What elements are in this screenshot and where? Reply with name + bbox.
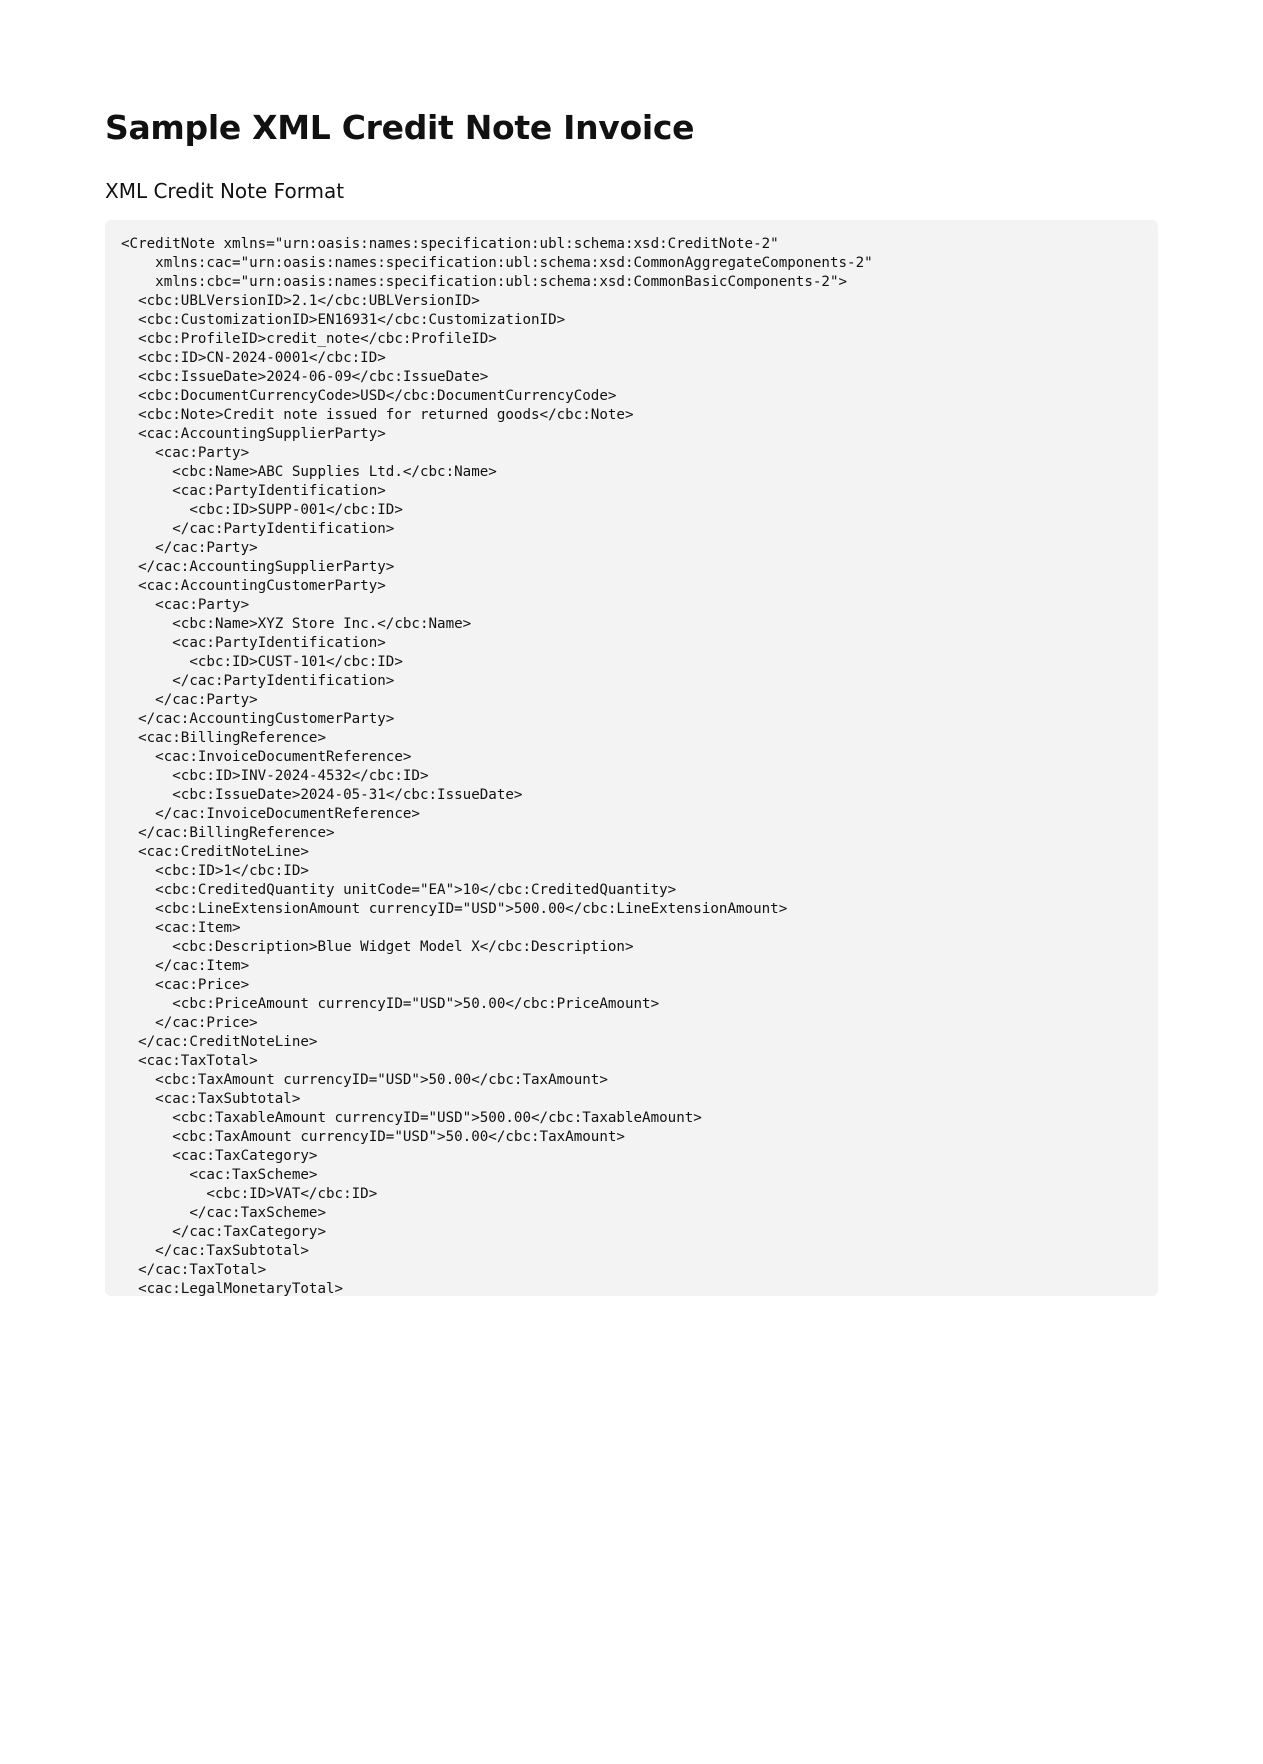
- document-page: [105, 108, 1158, 1296]
- page-title: Sample XML Credit Note Invoice: [105, 108, 695, 147]
- section-heading: XML Credit Note Format: [105, 179, 345, 203]
- xml-code-block: [105, 220, 1158, 1296]
- xml-code: <CreditNote xmlns="urn:oasis:names:specification:ubl:schema:xsd:CreditNote-2" xmlns:cac="urn:oasis:names:specification:ubl:schema:xsd:CommonAggregateComponents-2" xmlns:cbc="urn:oasis:names:specification:ubl:schema:xsd:CommonBasicComponents-2"> <cbc:UBLVersionID>2.1</cbc:UBLVersionID> <cbc:CustomizationID>EN16931</cbc:CustomizationID> <cbc:ProfileID>credit_note</cbc:ProfileID> <cbc:ID>CN-2024-0001</cbc:ID> <cbc:IssueDate>2024-06-09</cbc:IssueDate> <cbc:DocumentCurrencyCode>USD</cbc:DocumentCurrencyCode> <cbc:Note>Credit note issued for returned goods</cbc:Note> <cac:AccountingSupplierParty> <cac:Party> <cbc:Name>ABC Supplies Ltd.</cbc:Name> <cac:PartyIdentification> <cbc:ID>SUPP-001</cbc:ID> </cac:PartyIdentification> </cac:Party> </cac:AccountingSupplierParty> <cac:AccountingCustomerParty> <cac:Party> <cbc:Name>XYZ Store Inc.</cbc:Name> <cac:PartyIdentification> <cbc:ID>CUST-101</cbc:ID> </cac:PartyIdentification> </cac:Party> </cac:AccountingCustomerParty> <cac:BillingReference> <cac:InvoiceDocumentReference> <cbc:ID>INV-2024-4532</cbc:ID> <cbc:IssueDate>2024-05-31</cbc:IssueDate> </cac:InvoiceDocumentReference> </cac:BillingReference> <cac:CreditNoteLine> <cbc:ID>1</cbc:ID> <cbc:CreditedQuantity unitCode="EA">10</cbc:CreditedQuantity> <cbc:LineExtensionAmount currencyID="USD">500.00</cbc:LineExtensionAmount> <cac:Item> <cbc:Description>Blue Widget Model X</cbc:Description> </cac:Item> <cac:Price> <cbc:PriceAmount currencyID="USD">50.00</cbc:PriceAmount> </cac:Price> </cac:CreditNoteLine> <cac:TaxTotal> <cbc:TaxAmount currencyID="USD">50.00</cbc:TaxAmount> <cac:TaxSubtotal> <cbc:TaxableAmount currencyID="USD">500.00</cbc:TaxableAmount> <cbc:TaxAmount currencyID="USD">50.00</cbc:TaxAmount> <cac:TaxCategory> <cac:TaxScheme> <cbc:ID>VAT</cbc:ID> </cac:TaxScheme> </cac:TaxCategory> </cac:TaxSubtotal> </cac:TaxTotal> <cac:LegalMonetaryTotal>: [121, 236, 873, 1296]
